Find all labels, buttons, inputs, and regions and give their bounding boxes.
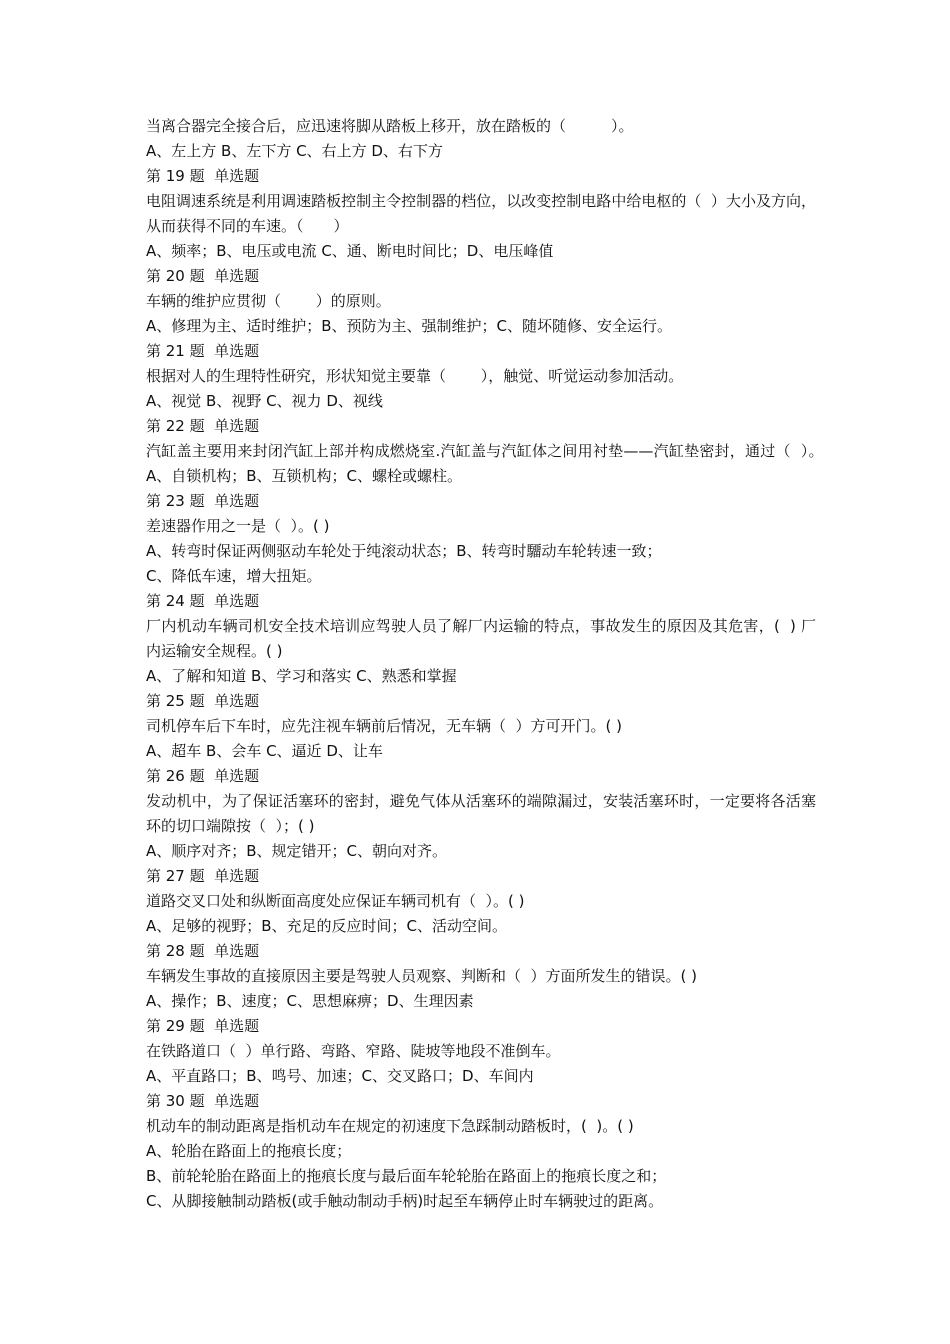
answer-options: B、前轮轮胎在路面上的拖痕长度与最后面车轮轮胎在路面上的拖痕长度之和； [146, 1167, 667, 1185]
question-header: 第 23 题 单选题 [146, 492, 260, 510]
answer-options: A、足够的视野；B、充足的反应时间；C、活动空间。 [146, 917, 508, 935]
question-header: 第 30 题 单选题 [146, 1092, 260, 1110]
question-text: 当离合器完全接合后，应迅速将脚从踏板上移开，放在踏板的（ ）。 [146, 117, 634, 135]
answer-options: A、转弯时保证两侧驱动车轮处于纯滚动状态；B、转弯时驑动车轮转速一致； [146, 542, 662, 560]
answer-options: A、视觉 B、视野 C、视力 D、视线 [146, 392, 383, 410]
question-header: 第 25 题 单选题 [146, 692, 260, 710]
question-header: 第 27 题 单选题 [146, 867, 260, 885]
question-text: 在铁路道口（ ）单行路、弯路、窄路、陡坡等地段不准倒车。 [146, 1042, 561, 1060]
question-text: 汽缸盖主要用来封闭汽缸上部并构成燃烧室.汽缸盖与汽缸体之间用衬垫——汽缸垫密封，通过（ ）。 A、自锁机构；B、互锁机构；C、螺栓或螺柱。 [146, 442, 832, 485]
question-text: 差速器作用之一是（ ）。( ) [146, 517, 330, 535]
question-text: 道路交叉口处和纵断面高度处应保证车辆司机有（ ）。( ) [146, 892, 525, 910]
question-text: 车辆的维护应贯彻（ ）的原则。 [146, 292, 391, 310]
answer-options: C、降低车速，增大扭矩。 [146, 567, 322, 585]
question-header: 第 29 题 单选题 [146, 1017, 260, 1035]
answer-options: A、平直路口；B、鸣号、加速；C、交叉路口；D、车间内 [146, 1067, 534, 1085]
question-header: 第 21 题 单选题 [146, 342, 260, 360]
answer-options: A、频率；B、电压或电流 C、通、断电时间比；D、电压峰值 [146, 242, 554, 260]
question-header: 第 19 题 单选题 [146, 167, 260, 185]
question-header: 第 26 题 单选题 [146, 767, 260, 785]
answer-options: A、了解和知道 B、学习和落实 C、熟悉和掌握 [146, 667, 457, 685]
question-header: 第 22 题 单选题 [146, 417, 260, 435]
answer-options: C、从脚接触制动踏板(或手触动制动手柄)时起至车辆停止时车辆驶过的距离。 [146, 1192, 664, 1210]
answer-options: A、超车 B、会车 C、逼近 D、让车 [146, 742, 383, 760]
question-text: 机动车的制动距离是指机动车在规定的初速度下急踩制动踏板时，( )。( ) [146, 1117, 634, 1135]
question-text: 电阻调速系统是利用调速踏板控制主令控制器的档位，以改变控制电路中给电枢的（ ）大小及方向，从而获得不同的车速。（ ） [146, 192, 816, 235]
question-list [146, 114, 832, 1214]
answer-options: A、左上方 B、左下方 C、右上方 D、右下方 [146, 142, 443, 160]
question-header: 第 24 题 单选题 [146, 592, 260, 610]
answer-options: A、轮胎在路面上的拖痕长度； [146, 1142, 352, 1160]
question-text: 根据对人的生理特性研究，形状知觉主要靠（ ），触觉、听觉运动参加活动。 [146, 367, 684, 385]
question-text: 司机停车后下车时，应先注视车辆前后情况，无车辆（ ）方可开门。( ) [146, 717, 623, 735]
question-text: 车辆发生事故的直接原因主要是驾驶人员观察、判断和（ ）方面所发生的错误。( ) [146, 967, 698, 985]
answer-options: A、修理为主、适时维护；B、预防为主、强制维护；C、随坏随修、安全运行。 [146, 317, 673, 335]
question-header: 第 20 题 单选题 [146, 267, 260, 285]
question-header: 第 28 题 单选题 [146, 942, 260, 960]
answer-options: A、顺序对齐；B、规定错开；C、朝向对齐。 [146, 842, 448, 860]
answer-options: A、操作；B、速度；C、思想麻痹；D、生理因素 [146, 992, 474, 1010]
question-text: 发动机中，为了保证活塞环的密封，避免气体从活塞环的端隙漏过，安装活塞环时，一定要将各活塞环的切口端隙按（ ）；( ) [146, 792, 816, 835]
question-text: 厂内机动车辆司机安全技术培训应驾驶人员了解厂内运输的特点，事故发生的原因及其危害，( ) 厂内运输安全规程。( ) [146, 617, 816, 660]
